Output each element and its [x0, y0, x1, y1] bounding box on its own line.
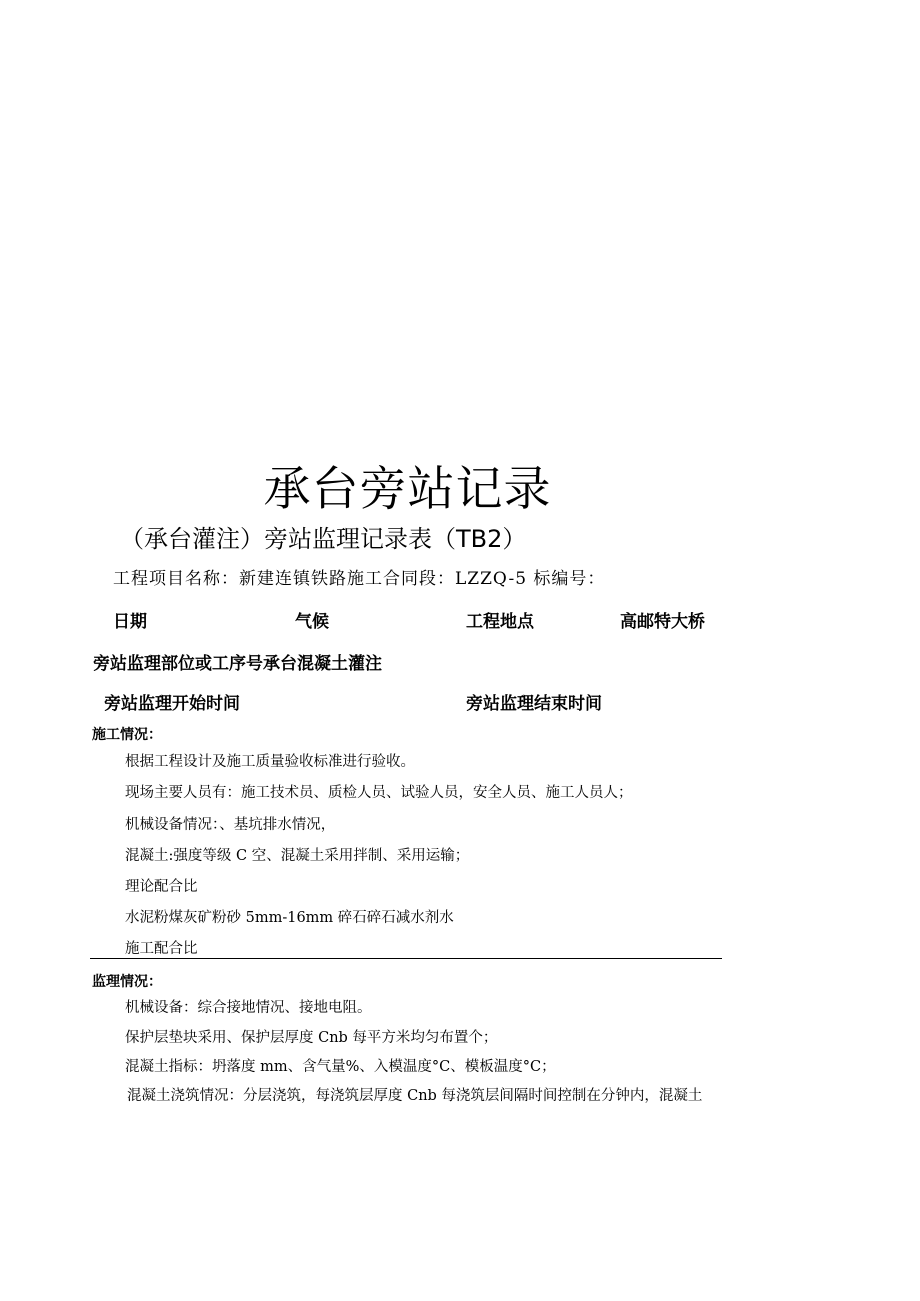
section-divider: [90, 958, 722, 959]
supervision-line: 机械设备：综合接地情况、接地电阻。: [125, 1000, 372, 1016]
supervision-line: 保护层垫块采用、保护层厚度 Cnb 每平方米均匀布置个；: [125, 1030, 498, 1046]
construction-line: 机械设备情况：、基坑排水情况，: [125, 817, 336, 833]
location-label: 工程地点: [466, 612, 534, 632]
construction-line: 现场主要人员有：施工技术员、质检人员、试验人员，安全人员、施工人员人；: [125, 785, 633, 801]
start-time-label: 旁站监理开始时间: [104, 694, 240, 714]
supervision-line: 混凝土浇筑情况：分层浇筑，每浇筑层厚度 Cnb 每浇筑层间隔时间控制在分钟内，混凝土: [127, 1088, 703, 1104]
supervision-line: 混凝土指标：坍落度 mm、含气量%、入模温度°C、模板温度°C；: [125, 1059, 556, 1075]
end-time-label: 旁站监理结束时间: [466, 694, 602, 714]
construction-line: 水泥粉煤灰矿粉砂 5mm-16mm 碎石碎石减水剂水: [125, 910, 454, 926]
project-info-line: 工程项目名称：新建连镇铁路施工合同段：LZZQ-5 标编号：: [113, 569, 606, 589]
weather-label: 气候: [295, 612, 329, 632]
construction-line: 根据工程设计及施工质量验收标准进行验收。: [125, 754, 415, 770]
supervision-position-line: 旁站监理部位或工序号承台混凝土灌注: [93, 654, 382, 674]
construction-line: 理论配合比: [125, 879, 198, 895]
document-title: 承台旁站记录: [263, 462, 552, 517]
form-subtitle: （承台灌注）旁站监理记录表（TB2）: [120, 525, 527, 553]
construction-heading: 施工情况：: [92, 727, 162, 743]
supervision-heading: 监理情况：: [92, 974, 162, 990]
date-label: 日期: [113, 612, 147, 632]
construction-line: 施工配合比: [125, 941, 198, 957]
construction-line: 混凝土:强度等级 C 空、混凝土采用拌制、采用运输；: [125, 848, 470, 864]
location-value: 高邮特大桥: [620, 612, 705, 632]
